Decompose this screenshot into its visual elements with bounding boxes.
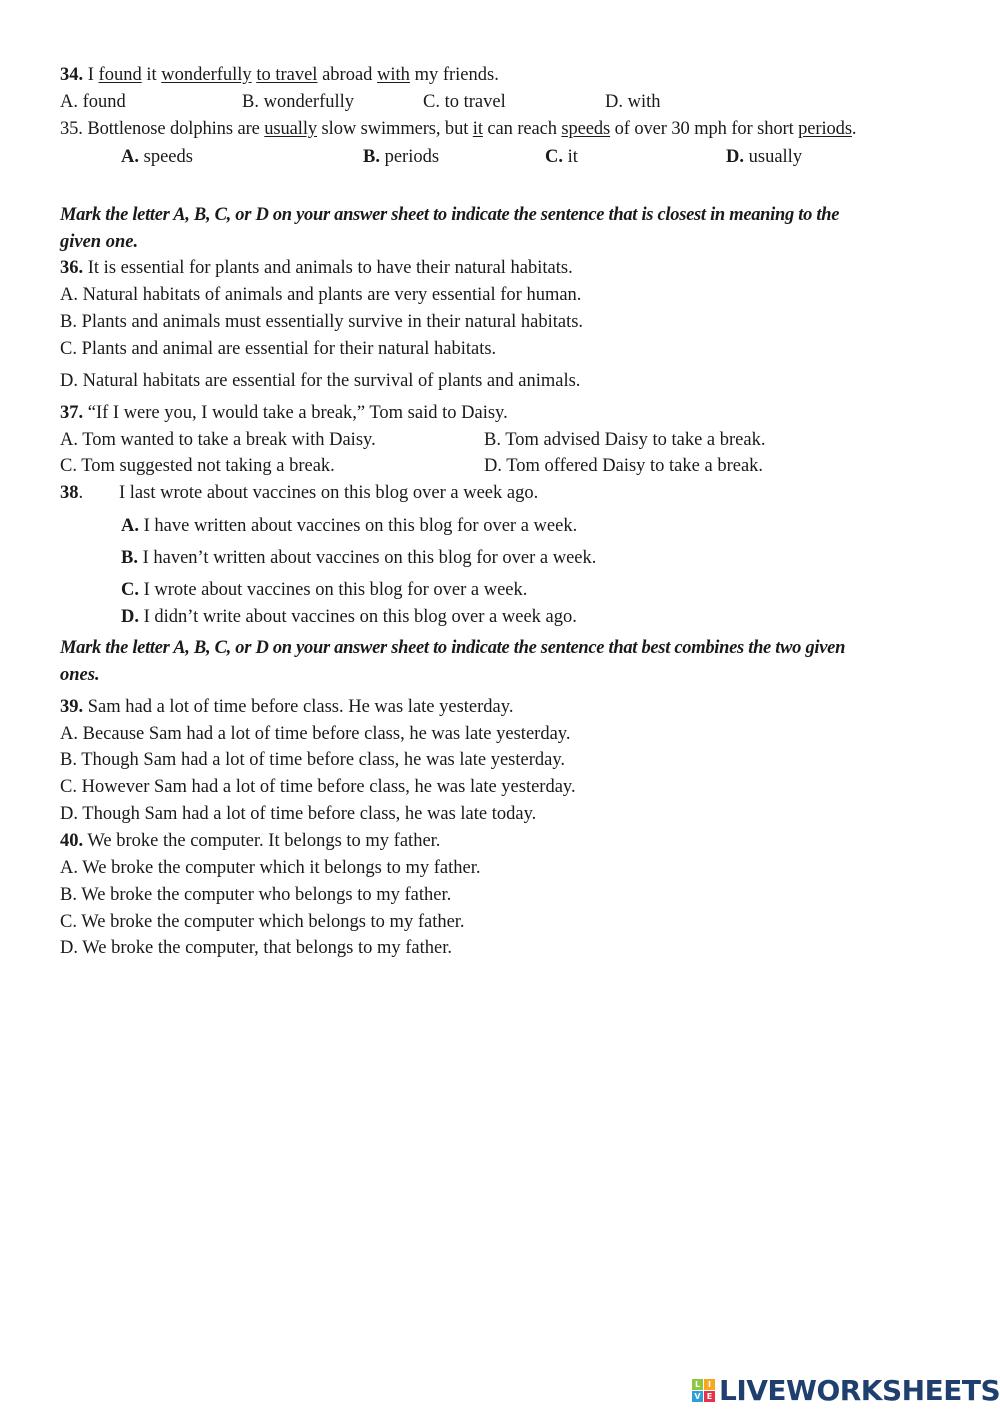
option-b bbox=[363, 146, 439, 168]
text: it bbox=[141, 65, 162, 85]
underlined-word: usually bbox=[264, 119, 318, 139]
option-letter: C. bbox=[121, 580, 139, 600]
option-d: D. Tom offered Daisy to take a break. bbox=[484, 456, 764, 476]
option-d: D. We broke the computer, that belongs to my father. bbox=[60, 938, 452, 958]
option-b bbox=[121, 547, 596, 569]
option-a: A. Natural habitats of animals and plants are very essential for human. bbox=[60, 285, 582, 305]
question-text: Sam had a lot of time before class. He was late yesterday. bbox=[83, 697, 514, 717]
underlined-word: with bbox=[377, 65, 410, 85]
question-text: It is essential for plants and animals to have their natural habitats. bbox=[83, 258, 573, 278]
option-c bbox=[121, 579, 527, 601]
instruction: Mark the letter A, B, C, or D on your answer sheet to indicate the sentence that is closest in meaning to the bbox=[60, 205, 840, 225]
liveworksheets-logo bbox=[692, 1374, 1000, 1407]
underlined-word: found bbox=[98, 65, 142, 85]
underlined-word: to travel bbox=[256, 65, 318, 85]
option-letter: A. bbox=[121, 147, 139, 167]
option-d bbox=[726, 146, 802, 168]
logo-icon bbox=[692, 1379, 715, 1402]
logo-text: LIVEWORKSHEETS bbox=[719, 1374, 1000, 1407]
question-number: 40. bbox=[60, 831, 84, 851]
option-letter: D. bbox=[726, 147, 744, 167]
option-a: A. Because Sam had a lot of time before class, he was late yesterday. bbox=[60, 724, 571, 744]
logo-letter: E bbox=[704, 1391, 715, 1402]
instruction: Mark the letter A, B, C, or D on your answer sheet to indicate the sentence that best combines the two given bbox=[60, 638, 846, 658]
logo-letter: V bbox=[692, 1391, 703, 1402]
text: slow swimmers, but bbox=[317, 119, 473, 139]
option-c: C. We broke the computer which belongs to my father. bbox=[60, 912, 465, 932]
option-d bbox=[121, 606, 577, 628]
question-text: “If I were you, I would take a break,” Tom said to Daisy. bbox=[83, 403, 508, 423]
instruction: given one. bbox=[60, 232, 139, 252]
option-c: C. Tom suggested not taking a break. bbox=[60, 456, 335, 476]
question-number: 36. bbox=[60, 258, 84, 278]
underlined-word: it bbox=[472, 119, 483, 139]
option-text: I haven’t written about vaccines on this blog for over a week. bbox=[137, 548, 597, 568]
option-a: A. found bbox=[60, 92, 126, 112]
option-b: B. Plants and animals must essentially survive in their natural habitats. bbox=[60, 312, 584, 332]
underlined-word: periods bbox=[798, 119, 852, 139]
text: can reach bbox=[482, 119, 562, 139]
option-text: it bbox=[563, 147, 578, 167]
option-text: usually bbox=[744, 147, 803, 167]
underlined-word: speeds bbox=[561, 119, 611, 139]
question-number: 34. bbox=[60, 65, 84, 85]
option-letter: B. bbox=[121, 548, 138, 568]
option-d: D. with bbox=[605, 92, 661, 112]
option-letter: B. bbox=[363, 147, 380, 167]
option-b: B. Tom advised Daisy to take a break. bbox=[484, 430, 766, 450]
option-a bbox=[121, 146, 193, 168]
option-letter: A. bbox=[121, 516, 139, 536]
option-c: C. Plants and animal are essential for their natural habitats. bbox=[60, 339, 497, 359]
text: . bbox=[78, 483, 84, 503]
option-text: periods bbox=[379, 147, 440, 167]
text: of over 30 mph for short bbox=[610, 119, 799, 139]
option-text: I didn’t write about vaccines on this blog over a week ago. bbox=[139, 607, 577, 627]
question-39 bbox=[60, 696, 513, 718]
question-text: We broke the computer. It belongs to my father. bbox=[83, 831, 441, 851]
option-a bbox=[121, 515, 577, 537]
option-c bbox=[545, 146, 578, 168]
option-text: speeds bbox=[139, 147, 193, 167]
option-d: D. Though Sam had a lot of time before class, he was late today. bbox=[60, 804, 537, 824]
instruction: ones. bbox=[60, 665, 100, 685]
question-40 bbox=[60, 830, 440, 852]
option-letter: D. bbox=[121, 607, 139, 627]
option-c: C. to travel bbox=[423, 92, 506, 112]
text: . bbox=[851, 119, 857, 139]
option-text: I have written about vaccines on this blog for over a week. bbox=[139, 516, 578, 536]
option-b: B. wonderfully bbox=[242, 92, 355, 112]
option-letter: C. bbox=[545, 147, 563, 167]
option-b: B. Though Sam had a lot of time before class, he was late yesterday. bbox=[60, 750, 566, 770]
option-text: I wrote about vaccines on this blog for over a week. bbox=[139, 580, 528, 600]
question-number: 37. bbox=[60, 403, 84, 423]
underlined-word: wonderfully bbox=[161, 65, 252, 85]
text: 35. Bottlenose dolphins are bbox=[60, 119, 265, 139]
question-36 bbox=[60, 257, 573, 279]
option-a: A. We broke the computer which it belongs to my father. bbox=[60, 858, 481, 878]
option-c: C. However Sam had a lot of time before class, he was late yesterday. bbox=[60, 777, 576, 797]
question-34 bbox=[60, 64, 499, 86]
question-number: 38 bbox=[60, 483, 79, 503]
text: I bbox=[87, 65, 99, 85]
question-number: 39. bbox=[60, 697, 84, 717]
question-35 bbox=[60, 118, 856, 140]
text: abroad bbox=[317, 65, 378, 85]
question-38 bbox=[60, 482, 83, 504]
option-d: D. Natural habitats are essential for the survival of plants and animals. bbox=[60, 371, 581, 391]
option-a: A. Tom wanted to take a break with Daisy. bbox=[60, 430, 376, 450]
logo-letter: L bbox=[692, 1379, 703, 1390]
question-37 bbox=[60, 402, 508, 424]
text: my friends. bbox=[409, 65, 499, 85]
question-text: I last wrote about vaccines on this blog over a week ago. bbox=[119, 483, 539, 503]
option-b: B. We broke the computer who belongs to my father. bbox=[60, 885, 452, 905]
logo-letter: I bbox=[704, 1379, 715, 1390]
